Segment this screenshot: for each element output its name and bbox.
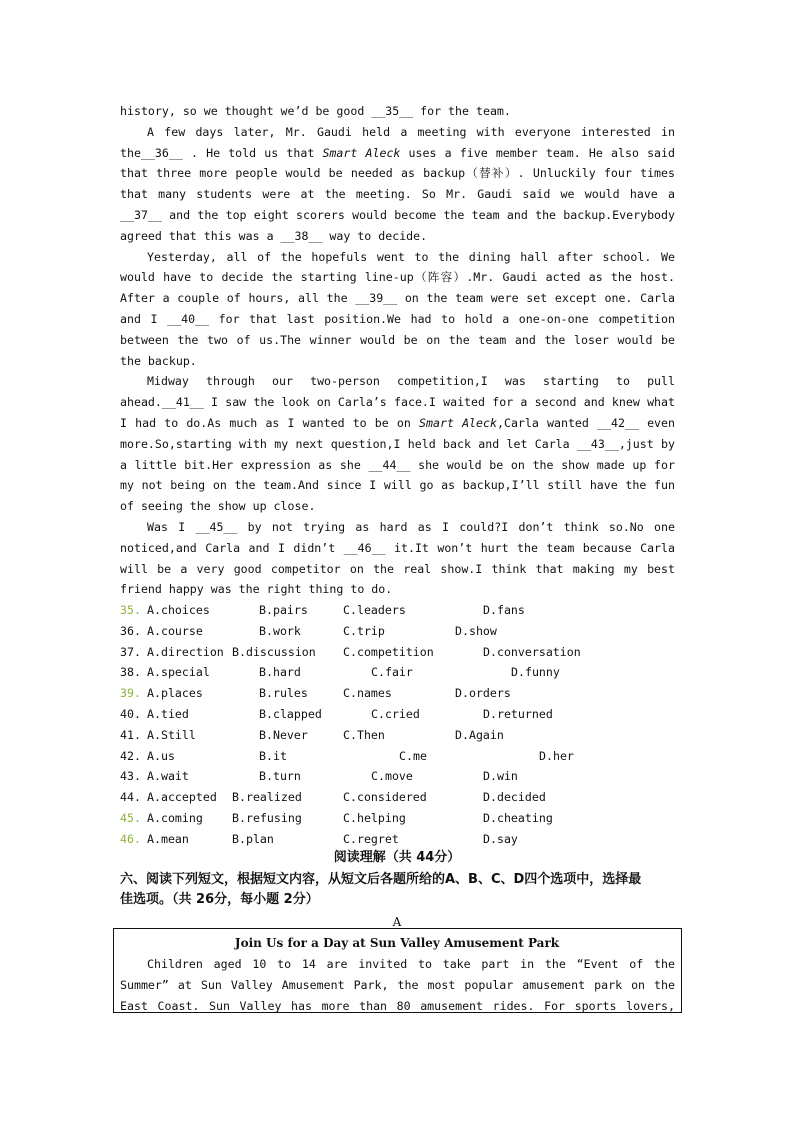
option-c: C.helping — [343, 811, 406, 825]
option-d: D.funny — [511, 665, 560, 680]
passage-line: my not being on the team.And since I will go as backup,I’ll still have the fun — [120, 478, 675, 493]
option-c: C.me — [399, 748, 427, 763]
option-a: A.us — [147, 748, 175, 763]
passage-line: a little bit.Her expression as she __44__ she would be on the show made up for — [120, 457, 675, 472]
option-d: D.conversation — [483, 644, 581, 659]
passage-text: the__36__ . He told us that — [120, 145, 323, 160]
option-b: B.hard — [259, 665, 301, 680]
option-a: A.places — [147, 686, 203, 701]
option-d: D.fans — [483, 603, 525, 617]
option-c: C.considered — [343, 790, 427, 805]
option-a: A.mean — [147, 831, 189, 846]
option-a: A.course — [147, 623, 203, 638]
question-number: 41. — [120, 727, 141, 742]
section-instructions-line-2: 佳选项。（共 26分，每小题 2分） — [120, 892, 319, 907]
option-b: B.work — [259, 623, 301, 638]
passage-line: between the two of us.The winner would be on the team and the loser would be — [120, 332, 675, 347]
passage-line: history, so we thought we’d be good __35__ for the team. — [120, 104, 511, 118]
option-b: B.clapped — [259, 707, 322, 721]
passage-line: would have to decide the starting line-up（阵容）.Mr. Gaudi acted as the host. — [120, 270, 675, 285]
section-instructions-line-1: 六、阅读下列短文，根据短文内容，从短文后各题所给的A、B、C、D四个选项中，选择最 — [120, 872, 642, 887]
option-c: C.competition — [343, 644, 434, 659]
option-d: D.say — [483, 831, 518, 846]
option-b: B.realized — [232, 790, 302, 805]
option-d: D.her — [539, 748, 574, 763]
passage-line: of seeing the show up close. — [120, 499, 316, 514]
option-b: B.pairs — [259, 603, 308, 617]
option-c: C.trip — [343, 623, 385, 638]
section-heading: 阅读理解（共 44分） — [333, 850, 461, 865]
passage-line: and I __40__ for that last position.We had to hold a one-on-one competition — [120, 312, 675, 326]
passage-line — [120, 413, 675, 433]
passage-line: agreed that this was a __38__ way to decide. — [120, 228, 428, 243]
notice-title: Join Us for a Day at Sun Valley Amusement Park — [234, 936, 560, 950]
notice-line: Children aged 10 to 14 are invited to take part in the “Event of the — [147, 957, 675, 971]
passage-line: friend happy was the right thing to do. — [120, 582, 393, 597]
option-c: C.fair — [371, 665, 413, 680]
passage-line: Was I __45__ by not trying as hard as I could?I don’t think so.No one — [147, 520, 675, 534]
passage-text: I had to do.As much as I wanted to be on — [120, 416, 420, 430]
passage-line: more.So,starting with my next question,I held back and let Carla __43__,just by — [120, 436, 675, 451]
option-d: D.returned — [483, 707, 553, 721]
option-b: B.turn — [259, 769, 301, 784]
option-a: A.special — [147, 665, 210, 680]
question-number: 44. — [120, 790, 141, 805]
option-c: C.names — [343, 686, 392, 701]
question-number: 40. — [120, 707, 141, 721]
question-number: 35. — [120, 603, 141, 617]
option-a: A.choices — [147, 603, 210, 617]
option-c: C.Then — [343, 727, 385, 742]
passage-text: uses a five member team. He also said — [400, 145, 675, 160]
option-c: C.leaders — [343, 603, 406, 617]
option-d: D.cheating — [483, 811, 553, 825]
option-a: A.Still — [147, 727, 196, 742]
option-a: A.coming — [147, 811, 203, 825]
option-d: D.Again — [455, 727, 504, 742]
option-d: D.decided — [483, 790, 546, 805]
option-a: A.tied — [147, 707, 189, 721]
passage-line: that many students were at the meeting. So Mr. Gaudi said we would have a — [120, 187, 675, 202]
option-a: A.accepted — [147, 790, 217, 805]
passage-line: After a couple of hours, all the __39__ on the team were set except one. Carla — [120, 291, 675, 306]
option-b: B.it — [259, 748, 287, 763]
option-b: B.discussion — [232, 644, 316, 659]
question-number: 45. — [120, 811, 141, 825]
option-b: B.rules — [259, 686, 308, 701]
question-number: 38. — [120, 665, 141, 680]
show-title-italic: Smart Aleck — [322, 145, 401, 160]
option-c: C.cried — [371, 707, 420, 721]
passage-line: Yesterday, all of the hopefuls went to the dining hall after school. We — [147, 249, 675, 264]
passage-line: that three more people would be needed as backup（替补）. Unluckily four times — [120, 166, 675, 181]
notice-line: East Coast. Sun Valley has more than 80 amusement rides. For sports lovers, — [120, 998, 675, 1013]
option-c: C.move — [371, 769, 413, 784]
question-number: 42. — [120, 748, 141, 763]
question-number: 36. — [120, 623, 141, 638]
passage-line: Midway through our two-person competition,I was starting to pull — [147, 374, 675, 389]
part-label: A — [392, 915, 402, 929]
option-d: D.orders — [455, 686, 511, 701]
passage-text: ,Carla wanted __42__ even — [496, 416, 675, 430]
option-b: B.Never — [259, 727, 308, 742]
option-d: D.show — [455, 623, 497, 638]
question-number: 46. — [120, 831, 141, 846]
option-c: C.regret — [343, 831, 399, 846]
passage-line: noticed,and Carla and I didn’t __46__ it.It won’t hurt the team because Carla — [120, 540, 675, 555]
option-b: B.plan — [232, 831, 274, 846]
option-a: A.direction — [147, 644, 224, 659]
question-number: 37. — [120, 644, 141, 659]
passage-line: ahead.__41__ I saw the look on Carla’s face.I waited for a second and knew what — [120, 395, 675, 410]
passage-line: will be a very good competitor on the real show.I think that making my best — [120, 561, 675, 576]
passage-line — [120, 143, 675, 163]
option-d: D.win — [483, 769, 518, 784]
passage-line: the backup. — [120, 353, 197, 368]
notice-line: Summer” at Sun Valley Amusement Park, the most popular amusement park on the — [120, 977, 675, 992]
passage-line: A few days later, Mr. Gaudi held a meeting with everyone interested in — [147, 124, 675, 139]
option-b: B.refusing — [232, 811, 302, 825]
passage-line: __37__ and the top eight scorers would become the team and the backup.Everybody — [120, 208, 675, 222]
option-a: A.wait — [147, 769, 189, 784]
question-number: 43. — [120, 769, 141, 784]
show-title-italic: Smart Aleck — [419, 416, 497, 430]
question-number: 39. — [120, 686, 141, 701]
